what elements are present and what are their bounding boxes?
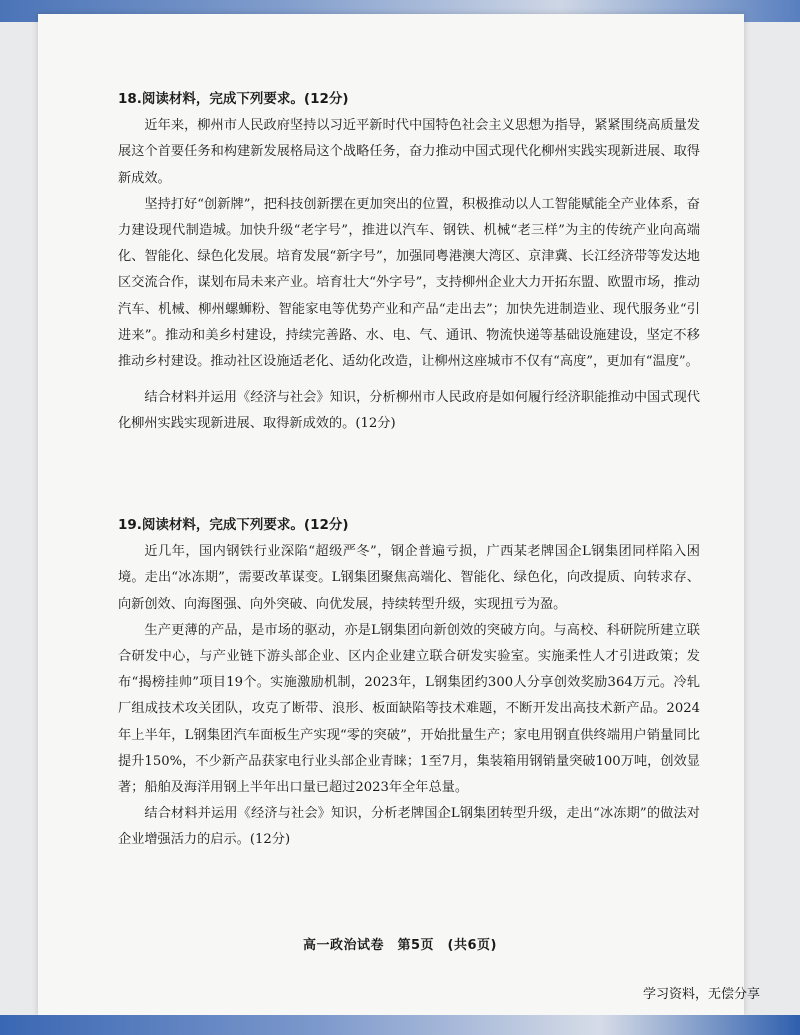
question-19: [118, 512, 700, 854]
question-19-title: 19.阅读材料，完成下列要求。(12分): [118, 517, 349, 533]
question-18: [118, 86, 700, 438]
question-18-paragraph-1: 近年来，柳州市人民政府坚持以习近平新时代中国特色社会主义思想为指导，紧紧围绕高质量发展这个首要任务和构建新发展格局这个战略任务，奋力推动中国式现代化柳州实践实现新进展、取得新成效。: [118, 118, 700, 186]
question-19-paragraph-1: 近几年，国内钢铁行业深陷“超级严冬”，钢企普遍亏损，广西某老牌国企L钢集团同样陷入困境。走出“冰冻期”，需要改革谋变。L钢集团聚焦高端化、智能化、绿色化，向改提质、向转求存、向新创效、向海图强、向外突破、向优发展，持续转型升级，实现扭亏为盈。: [118, 544, 700, 612]
scan-bottom-band: [0, 1015, 800, 1035]
page-footer: 高一政治试卷 第5页 (共6页): [303, 938, 497, 953]
question-18-title: 18.阅读材料，完成下列要求。(12分): [118, 91, 349, 107]
question-19-paragraph-2: 生产更薄的产品，是市场的驱动，亦是L钢集团向新创效的突破方向。与高校、科研院所建立联合研发中心，与产业链下游头部企业、区内企业建立联合研发实验室。实施柔性人才引进政策；发布“揭榜挂帅”项目19个。实施激励机制，2023年，L钢集团约300人分享创效奖励364万元。冷轧厂组成技术攻关团队，攻克了断带、浪形、板面缺陷等技术难题，不断开发出高技术新产品。2024年上半年，L钢集团汽车面板生产实现“零的突破”，开始批量生产；家电用钢直供终端用户销量同比提升150%，不少新产品获家电行业头部企业青睐；1至7月，集装箱用钢销量突破100万吨，创效显著；船舶及海洋用钢上半年出口量已超过2023年全年总量。: [118, 622, 700, 796]
question-19-task: 结合材料并运用《经济与社会》知识，分析老牌国企L钢集团转型升级，走出“冰冻期”的做法对企业增强活力的启示。(12分): [118, 806, 700, 848]
question-18-task: 结合材料并运用《经济与社会》知识，分析柳州市人民政府是如何履行经济职能推动中国式现代化柳州实践实现新进展、取得新成效的。(12分): [118, 390, 700, 432]
question-18-paragraph-2: 坚持打好“创新牌”，把科技创新摆在更加突出的位置，积极推动以人工智能赋能全产业体系，奋力建设现代制造城。加快升级“老字号”，推进以汽车、钢铁、机械“老三样”为主的传统产业向高端化、智能化、绿色化发展。培育发展“新字号”，加强同粤港澳大湾区、京津冀、长江经济带等发达地区交流合作，谋划布局未来产业。培育壮大“外字号”，支持柳州企业大力开拓东盟、欧盟市场，推动汽车、机械、柳州螺蛳粉、智能家电等优势产业和产品“走出去”；加快先进制造业、现代服务业“引进来”。推动和美乡村建设，持续完善路、水、电、气、通讯、物流快递等基础设施建设，坚定不移推动乡村建设。推动社区设施适老化、适幼化改造，让柳州这座城市不仅有“高度”，更加有“温度”。: [118, 196, 700, 370]
share-watermark: 学习资料，无偿分享: [642, 987, 760, 1002]
